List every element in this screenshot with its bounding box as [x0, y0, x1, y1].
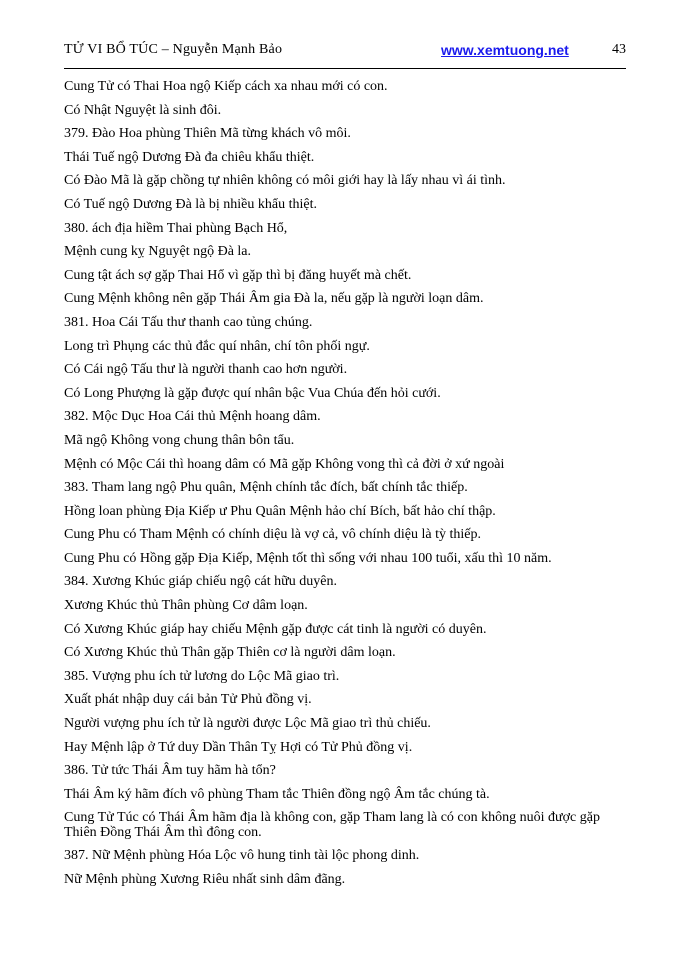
- text-line: Có Nhật Nguyệt là sinh đôi.: [64, 102, 222, 118]
- text-line: Mệnh có Mộc Cái thì hoang dâm có Mã gặp Không vong thì cả đời ở xứ ngoài: [64, 456, 505, 472]
- text-line: 381. Hoa Cái Tấu thư thanh cao tủng chúng.: [64, 314, 313, 330]
- text-line: Có Tuế ngộ Dương Đà là bị nhiều khẩu thiệt.: [64, 196, 317, 212]
- text-line: Có Cái ngộ Tấu thư là người thanh cao hơn người.: [64, 362, 348, 378]
- text-line: Long trì Phụng các thủ đắc quí nhân, chí tôn phối ngự.: [64, 338, 370, 354]
- text-line: Xuất phát nhập duy cái bản Tử Phủ đồng vị.: [64, 692, 312, 708]
- text-line: Hồng loan phùng Địa Kiếp ư Phu Quân Mệnh hảo chí Bích, bất hảo chí thập.: [64, 503, 496, 519]
- text-line: Xương Khúc thủ Thân phùng Cơ dâm loạn.: [64, 598, 308, 614]
- text-line: Nữ Mệnh phùng Xương Riêu nhất sinh dâm đãng.: [64, 872, 346, 887]
- text-line: Thái Tuế ngộ Dương Đà đa chiêu khẩu thiệt.: [64, 149, 315, 165]
- text-line: 379. Đào Hoa phùng Thiên Mã từng khách vô môi.: [64, 126, 351, 142]
- text-line: Hay Mệnh lập ở Tứ duy Dần Thân Tỵ Hợi có Tử Phủ đồng vị.: [64, 739, 413, 755]
- text-line: Cung tật ách sợ gặp Thai Hổ vì gặp thì bị đăng huyết mà chết.: [64, 267, 412, 283]
- text-line: 384. Xương Khúc giáp chiếu ngộ cát hữu duyên.: [64, 574, 337, 590]
- text-line: 380. ách địa hiềm Thai phùng Bạch Hổ,: [64, 220, 288, 236]
- text-line: Cung Phu có Tham Mệnh có chính diệu là vợ cả, vô chính diệu là tỳ thiếp.: [64, 527, 481, 543]
- website-link[interactable]: www.xemtuong.net: [441, 42, 569, 58]
- page-body: [64, 75, 626, 892]
- text-line: Cung Tử có Thai Hoa ngộ Kiếp cách xa nhau mới có con.: [64, 79, 388, 94]
- text-line: 385. Vượng phu ích tử lương do Lộc Mã giao trì.: [64, 668, 340, 684]
- text-line: Có Long Phượng là gặp được quí nhân bậc Vua Chúa đến hỏi cưới.: [64, 385, 441, 401]
- text-line: Cung Phu có Hồng gặp Địa Kiếp, Mệnh tốt thì sống với nhau 100 tuổi, xấu thì 10 năm.: [64, 550, 552, 566]
- text-line: Cung Mệnh không nên gặp Thái Âm gia Đà la, nếu gặp là người loạn dâm.: [64, 291, 484, 307]
- header-divider: [64, 68, 626, 69]
- page-header: [64, 42, 626, 62]
- text-line: 387. Nữ Mệnh phùng Hóa Lộc vô hung tinh tài lộc phong dinh.: [64, 848, 420, 864]
- text-line: Có Đào Mã là gặp chồng tự nhiên không có môi giới hay là lấy nhau vì ái tình.: [64, 173, 506, 189]
- text-line: Người vượng phu ích tử là người được Lộc Mã giao trì thủ chiếu.: [64, 716, 431, 732]
- text-line: Thái Âm ký hãm đích vô phùng Tham tắc Thiên đồng ngộ Âm tắc chúng tà.: [64, 786, 490, 802]
- text-line: 382. Mộc Dục Hoa Cái thủ Mệnh hoang dâm.: [64, 409, 321, 425]
- page-number: 43: [612, 42, 626, 57]
- text-line: Cung Tử Túc có Thái Âm hãm địa là không con, gặp Tham lang là có con không nuôi được gặp Thiên Đồng Thái Âm thì đông con.: [64, 810, 600, 840]
- text-line: Có Xương Khúc giáp hay chiếu Mệnh gặp được cát tinh là người có duyên.: [64, 621, 487, 637]
- book-title: TỬ VI BỔ TÚC – Nguyễn Mạnh Bảo: [64, 42, 283, 57]
- text-line: 386. Tử tức Thái Âm tuy hãm hà tổn?: [64, 763, 276, 779]
- text-line: 383. Tham lang ngộ Phu quân, Mệnh chính tắc đích, bất chính tắc thiếp.: [64, 480, 468, 496]
- text-line: Mã ngộ Không vong chung thân bôn tẩu.: [64, 432, 295, 448]
- text-line: Mệnh cung kỵ Nguyệt ngộ Đà la.: [64, 244, 252, 260]
- text-line: Có Xương Khúc thủ Thân gặp Thiên cơ là người dâm loạn.: [64, 645, 396, 661]
